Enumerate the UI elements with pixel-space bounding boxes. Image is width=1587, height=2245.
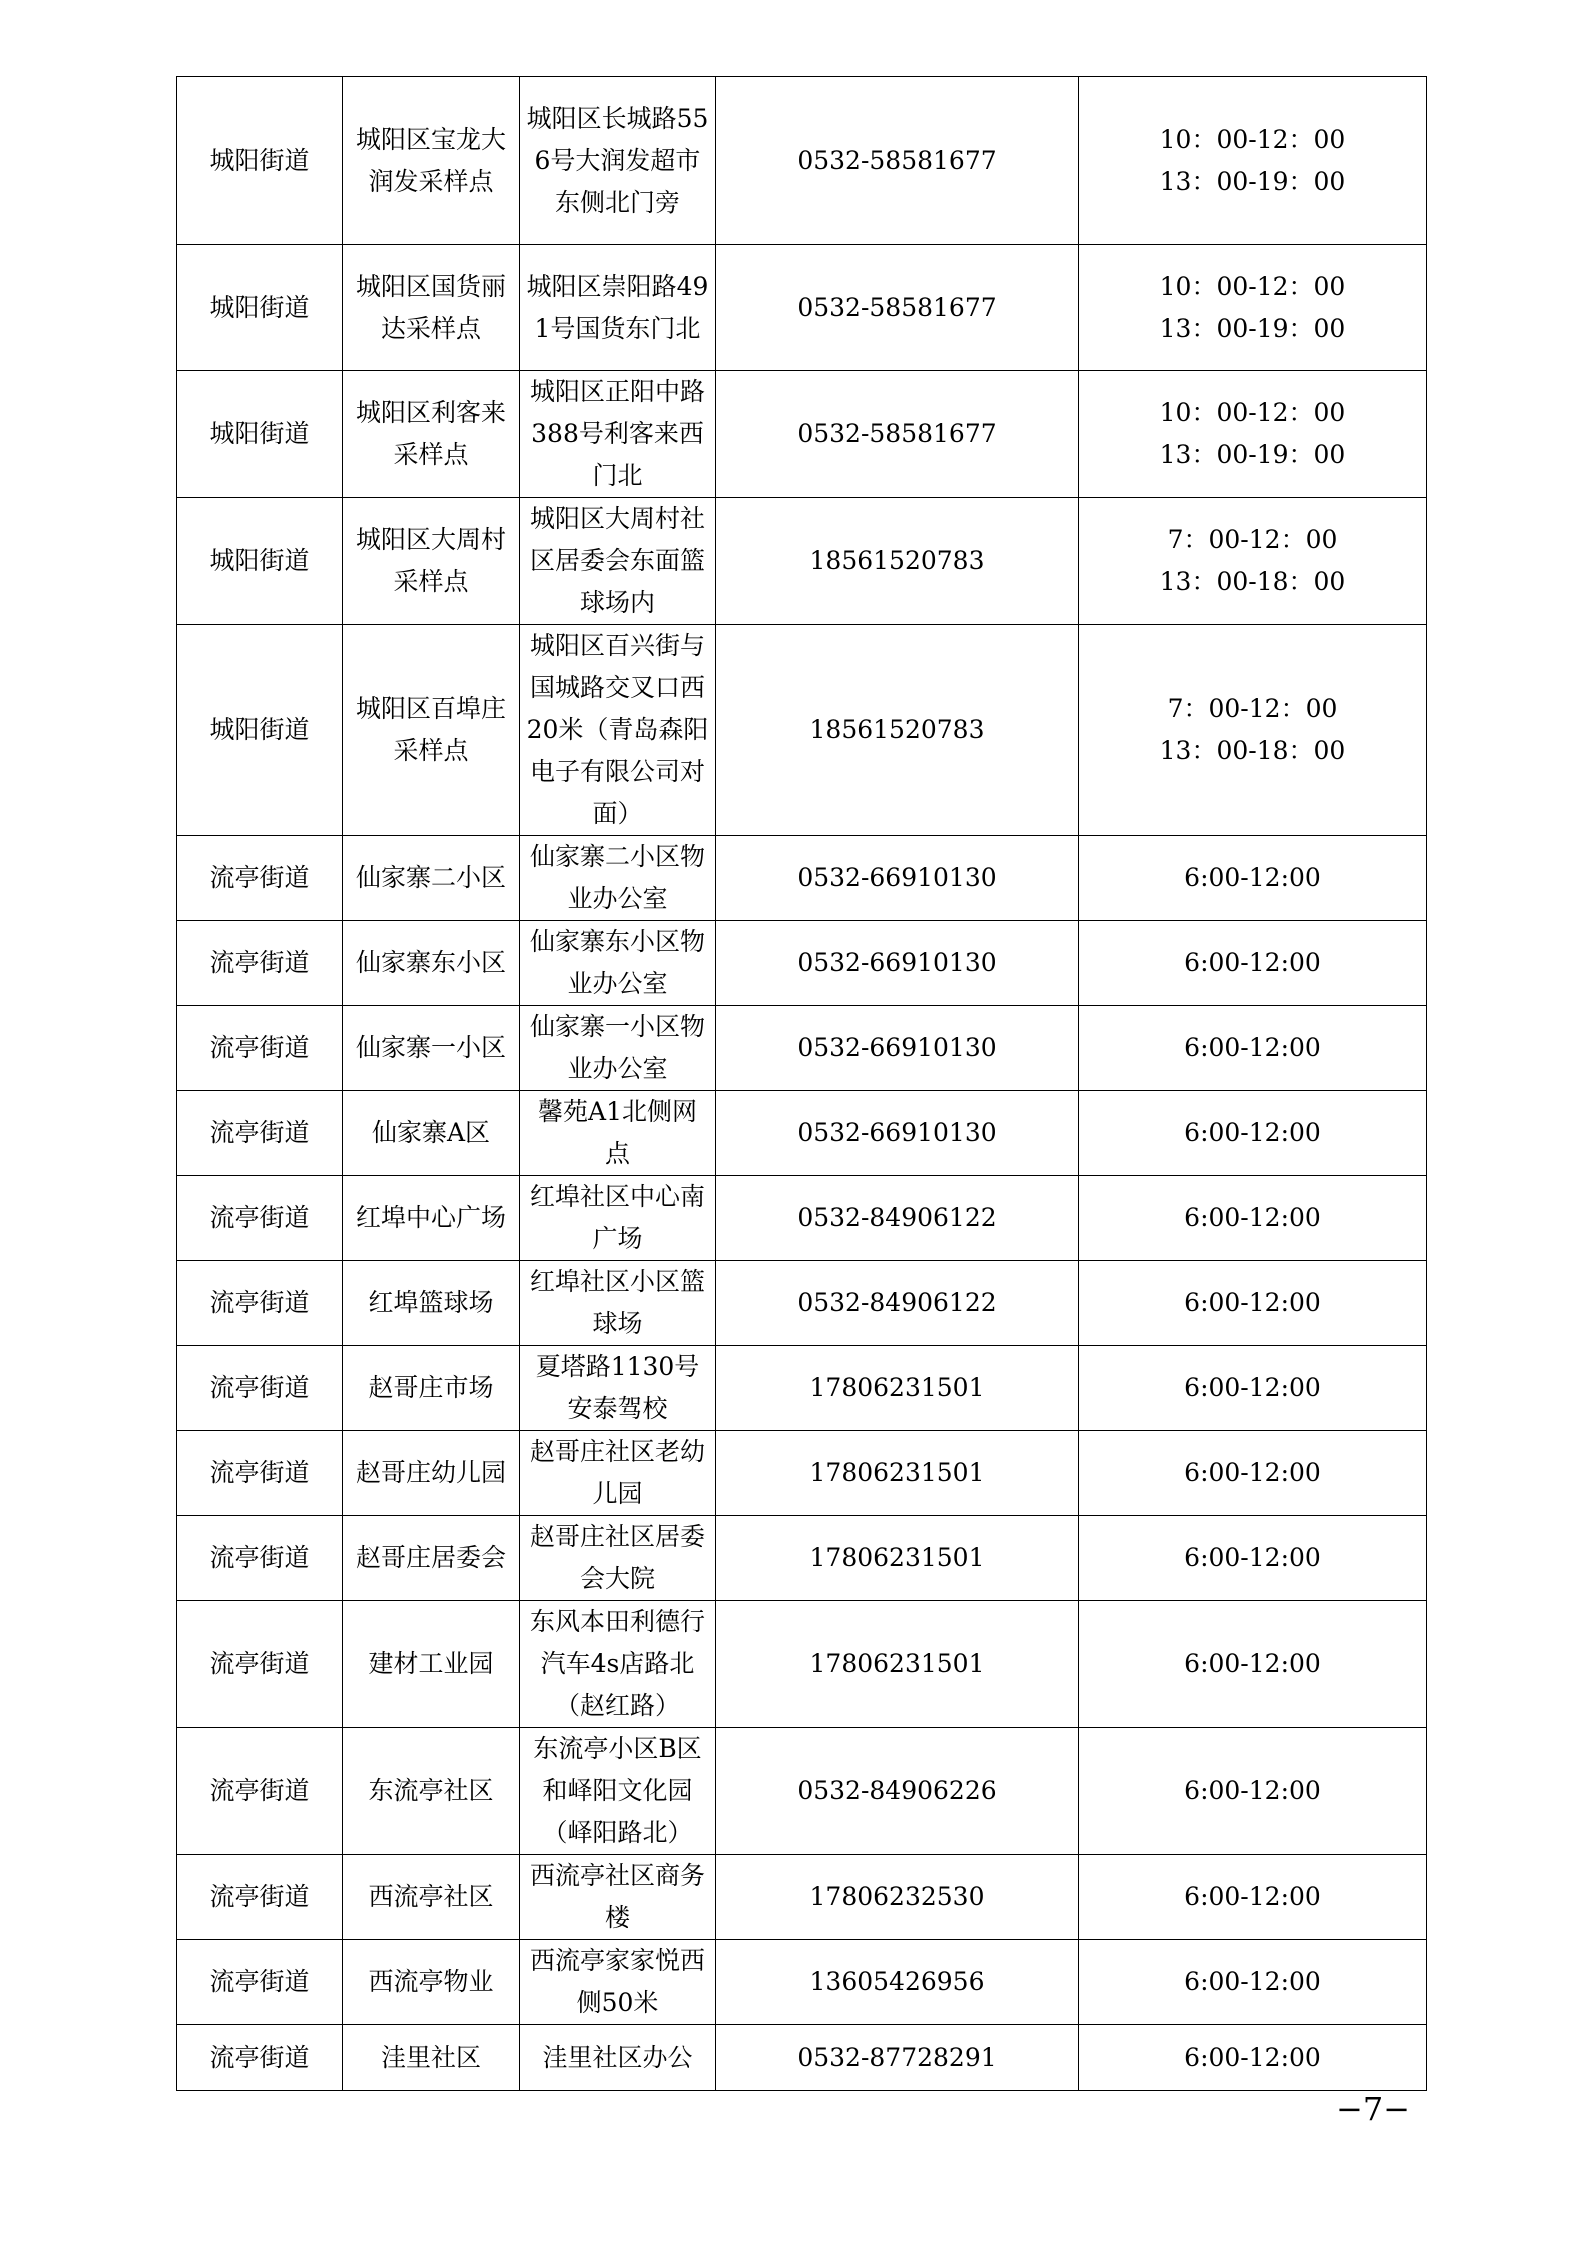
hours-cell [1079, 1091, 1427, 1176]
site-name-cell: 仙家寨一小区 [343, 1006, 520, 1091]
hours-cell [1079, 1346, 1427, 1431]
hours-cell [1079, 1728, 1427, 1855]
site-name-cell: 仙家寨A区 [343, 1091, 520, 1176]
street-cell: 城阳街道 [177, 245, 343, 371]
site-name-cell: 红埠篮球场 [343, 1261, 520, 1346]
street-cell: 流亭街道 [177, 1091, 343, 1176]
site-name-cell: 城阳区宝龙大润发采样点 [343, 77, 520, 245]
table-row [177, 1601, 1427, 1728]
address-cell: 洼里社区办公 [520, 2025, 716, 2091]
hours-line: 13：00-19：00 [1159, 440, 1346, 469]
site-name-cell: 仙家寨二小区 [343, 836, 520, 921]
hours-line: 6:00-12:00 [1184, 1543, 1321, 1572]
hours-cell [1079, 1431, 1427, 1516]
hours-line: 7：00-12：00 [1167, 525, 1338, 554]
street-cell: 流亭街道 [177, 1855, 343, 1940]
address-cell: 仙家寨二小区物业办公室 [520, 836, 716, 921]
hours-line: 13：00-19：00 [1159, 166, 1346, 196]
phone-cell: 0532-84906122 [716, 1261, 1079, 1346]
address-cell: 东风本田利德行汽车4s店路北（赵红路） [520, 1601, 716, 1728]
hours-cell [1079, 921, 1427, 1006]
hours-line: 13：00-18：00 [1159, 567, 1346, 596]
table-row [177, 371, 1427, 498]
phone-cell: 0532-87728291 [716, 2025, 1079, 2091]
table-body [177, 77, 1427, 2091]
table-row [177, 1176, 1427, 1261]
hours-line: 6:00-12:00 [1184, 1203, 1321, 1232]
street-cell: 流亭街道 [177, 1940, 343, 2025]
hours-line: 6:00-12:00 [1184, 1373, 1321, 1402]
site-name-cell: 城阳区百埠庄采样点 [343, 625, 520, 836]
hours-cell [1079, 1601, 1427, 1728]
hours-line: 6:00-12:00 [1184, 1118, 1321, 1147]
address-cell: 红埠社区小区篮球场 [520, 1261, 716, 1346]
street-cell: 流亭街道 [177, 2025, 343, 2091]
street-cell: 城阳街道 [177, 371, 343, 498]
street-cell: 流亭街道 [177, 1006, 343, 1091]
phone-cell: 0532-84906226 [716, 1728, 1079, 1855]
street-cell: 流亭街道 [177, 921, 343, 1006]
page-number: −7− [1336, 2090, 1410, 2128]
site-name-cell: 赵哥庄幼儿园 [343, 1431, 520, 1516]
hours-cell [1079, 1940, 1427, 2025]
table-row [177, 498, 1427, 625]
phone-cell: 0532-66910130 [716, 1091, 1079, 1176]
site-name-cell: 西流亭社区 [343, 1855, 520, 1940]
table-row [177, 1431, 1427, 1516]
site-name-cell: 城阳区国货丽达采样点 [343, 245, 520, 371]
street-cell: 城阳街道 [177, 77, 343, 245]
address-cell: 城阳区崇阳路491号国货东门北 [520, 245, 716, 371]
site-name-cell: 红埠中心广场 [343, 1176, 520, 1261]
address-cell: 西流亭家家悦西侧50米 [520, 1940, 716, 2025]
hours-cell [1079, 1516, 1427, 1601]
phone-cell: 0532-66910130 [716, 1006, 1079, 1091]
table-row [177, 1261, 1427, 1346]
site-name-cell: 赵哥庄居委会 [343, 1516, 520, 1601]
hours-line: 10：00-12：00 [1159, 398, 1346, 427]
hours-line: 6:00-12:00 [1184, 863, 1321, 892]
table-row [177, 1346, 1427, 1431]
site-name-cell: 东流亭社区 [343, 1728, 520, 1855]
table-row [177, 1855, 1427, 1940]
hours-line: 6:00-12:00 [1184, 1288, 1321, 1317]
hours-line: 6:00-12:00 [1184, 1649, 1321, 1678]
hours-line: 10：00-12：00 [1159, 124, 1346, 154]
hours-line: 6:00-12:00 [1184, 1033, 1321, 1062]
address-cell: 仙家寨东小区物业办公室 [520, 921, 716, 1006]
street-cell: 流亭街道 [177, 1176, 343, 1261]
street-cell: 流亭街道 [177, 1431, 343, 1516]
hours-cell [1079, 1261, 1427, 1346]
address-cell: 夏塔路1130号安泰驾校 [520, 1346, 716, 1431]
phone-cell: 17806232530 [716, 1855, 1079, 1940]
phone-cell: 0532-58581677 [716, 245, 1079, 371]
site-name-cell: 洼里社区 [343, 2025, 520, 2091]
hours-line: 6:00-12:00 [1184, 1967, 1321, 1996]
table-row [177, 245, 1427, 371]
table-row [177, 836, 1427, 921]
site-name-cell: 城阳区大周村采样点 [343, 498, 520, 625]
hours-cell [1079, 77, 1427, 245]
street-cell: 流亭街道 [177, 1601, 343, 1728]
hours-cell [1079, 498, 1427, 625]
sampling-sites-table [176, 76, 1427, 2091]
hours-line: 7：00-12：00 [1167, 694, 1338, 723]
phone-cell: 18561520783 [716, 625, 1079, 836]
site-name-cell: 仙家寨东小区 [343, 921, 520, 1006]
phone-cell: 0532-58581677 [716, 77, 1079, 245]
table-row [177, 77, 1427, 245]
hours-cell [1079, 625, 1427, 836]
hours-line: 13：00-19：00 [1159, 313, 1346, 343]
street-cell: 城阳街道 [177, 498, 343, 625]
address-cell: 城阳区大周村社区居委会东面篮球场内 [520, 498, 716, 625]
table-row [177, 625, 1427, 836]
address-cell: 东流亭小区B区和峄阳文化园（峄阳路北） [520, 1728, 716, 1855]
address-cell: 馨苑A1北侧网点 [520, 1091, 716, 1176]
site-name-cell: 赵哥庄市场 [343, 1346, 520, 1431]
address-cell: 城阳区正阳中路388号利客来西门北 [520, 371, 716, 498]
address-cell: 仙家寨一小区物业办公室 [520, 1006, 716, 1091]
phone-cell: 0532-58581677 [716, 371, 1079, 498]
hours-line: 6:00-12:00 [1184, 948, 1321, 977]
site-name-cell: 城阳区利客来采样点 [343, 371, 520, 498]
phone-cell: 18561520783 [716, 498, 1079, 625]
phone-cell: 17806231501 [716, 1431, 1079, 1516]
hours-line: 13：00-18：00 [1159, 736, 1346, 765]
phone-cell: 17806231501 [716, 1346, 1079, 1431]
address-cell: 红埠社区中心南广场 [520, 1176, 716, 1261]
street-cell: 流亭街道 [177, 1728, 343, 1855]
street-cell: 流亭街道 [177, 1346, 343, 1431]
hours-line: 6:00-12:00 [1184, 1458, 1321, 1487]
hours-cell [1079, 245, 1427, 371]
address-cell: 城阳区百兴街与国城路交叉口西20米（青岛森阳电子有限公司对面） [520, 625, 716, 836]
phone-cell: 17806231501 [716, 1516, 1079, 1601]
street-cell: 流亭街道 [177, 1261, 343, 1346]
hours-cell [1079, 371, 1427, 498]
phone-cell: 0532-84906122 [716, 1176, 1079, 1261]
hours-cell [1079, 836, 1427, 921]
phone-cell: 17806231501 [716, 1601, 1079, 1728]
address-cell: 赵哥庄社区老幼儿园 [520, 1431, 716, 1516]
address-cell: 西流亭社区商务楼 [520, 1855, 716, 1940]
table-row [177, 921, 1427, 1006]
hours-line: 10：00-12：00 [1159, 271, 1346, 301]
hours-cell [1079, 2025, 1427, 2091]
phone-cell: 0532-66910130 [716, 836, 1079, 921]
address-cell: 城阳区长城路556号大润发超市东侧北门旁 [520, 77, 716, 245]
hours-line: 6:00-12:00 [1184, 1776, 1321, 1805]
phone-cell: 0532-66910130 [716, 921, 1079, 1006]
street-cell: 城阳街道 [177, 625, 343, 836]
table-row [177, 1728, 1427, 1855]
hours-cell [1079, 1006, 1427, 1091]
phone-cell: 13605426956 [716, 1940, 1079, 2025]
table-row [177, 2025, 1427, 2091]
hours-cell [1079, 1176, 1427, 1261]
hours-cell [1079, 1855, 1427, 1940]
address-cell: 赵哥庄社区居委会大院 [520, 1516, 716, 1601]
table-row [177, 1006, 1427, 1091]
street-cell: 流亭街道 [177, 836, 343, 921]
street-cell: 流亭街道 [177, 1516, 343, 1601]
table-row [177, 1091, 1427, 1176]
table-row [177, 1940, 1427, 2025]
hours-line: 6:00-12:00 [1184, 2042, 1321, 2072]
site-name-cell: 西流亭物业 [343, 1940, 520, 2025]
hours-line: 6:00-12:00 [1184, 1882, 1321, 1911]
table-row [177, 1516, 1427, 1601]
site-name-cell: 建材工业园 [343, 1601, 520, 1728]
